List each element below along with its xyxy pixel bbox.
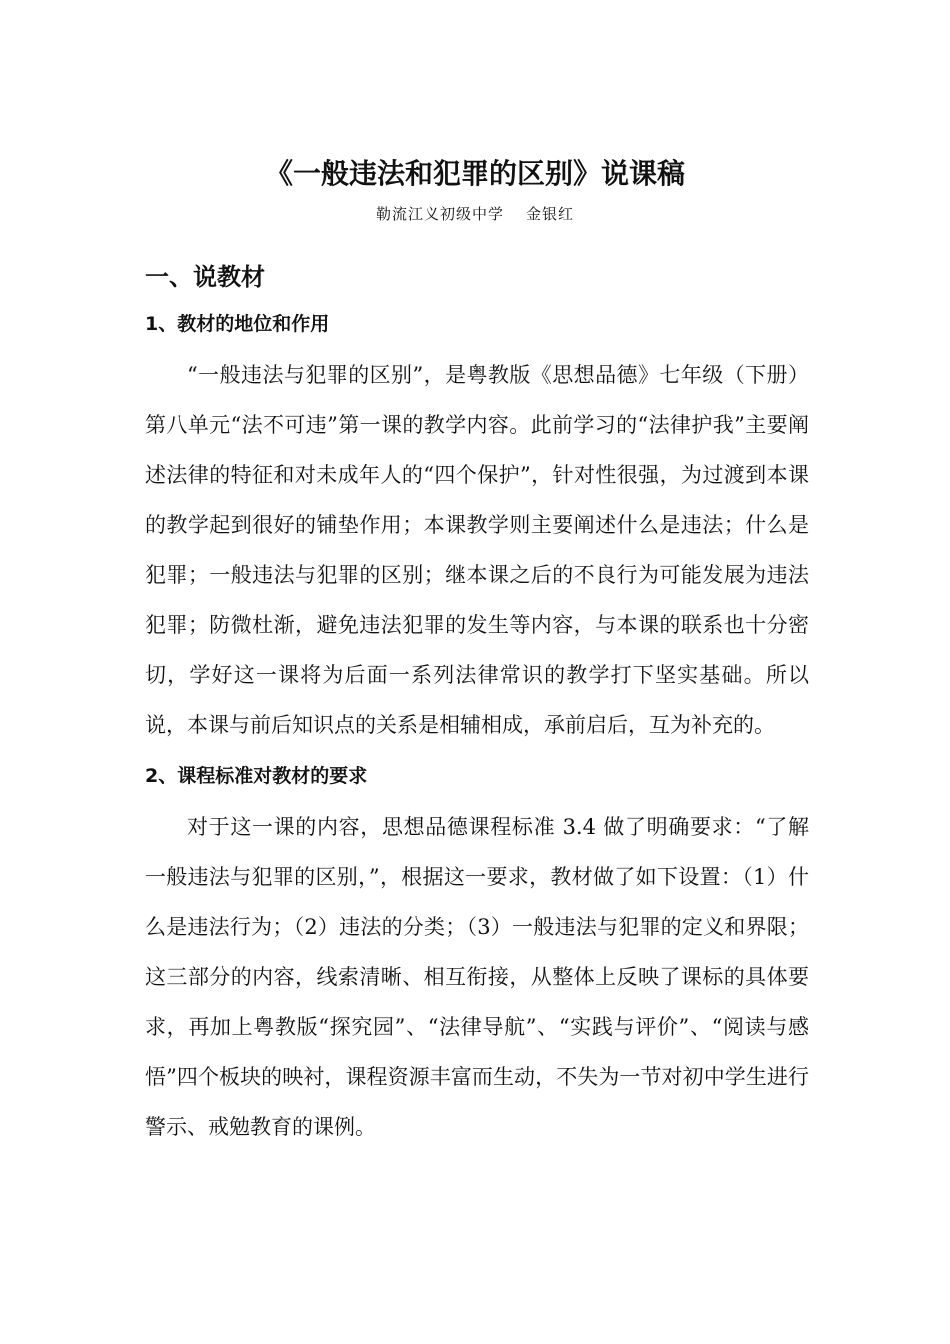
author-school: 勒流江义初级中学 [375, 205, 504, 223]
document-title: 《一般违法和犯罪的区别》说课稿 [264, 157, 685, 190]
paragraph-1: “一般违法与犯罪的区别”，是粤教版《思想品德》七年级（下册）第八单元“法不可违”第一课的教学内容。此前学习的“法律护我”主要阐述法律的特征和对未成年人的“四个保护”，针对性很强，为过渡到本课的教学起到很好的铺垫作用；本课教学则主要阐述什么是违法；什么是犯罪；一般违法与犯罪的区别；继本课之后的不良行为可能发展为违法犯罪；防微杜渐，避免违法犯罪的发生等内容，与本课的联系也十分密切，学好这一课将为后面一系列法律常识的教学打下坚实基础。所以说，本课与前后知识点的关系是相辅相成，承前启后，互为补充的。 [145, 363, 809, 737]
subsection-heading-1: 1、教材的地位和作用 [145, 313, 330, 335]
author-line [0, 202, 950, 226]
document-body [145, 256, 809, 1152]
subsection-heading-2: 2、课程标准对教材的要求 [145, 765, 368, 787]
author-name: 金银红 [526, 205, 575, 223]
paragraph-2: 对于这一课的内容，思想品德课程标准 3.4 做了明确要求：“了解一般违法与犯罪的区别，”，根据这一要求，教材做了如下设置：（1）什么是违法行为；（2）违法的分类；（3）一般违法与犯罪的定义和界限；这三部分的内容，线索清晰、相互衔接，从整体上反映了课标的具体要求，再加上粤教版“探究园”、“法律导航”、“实践与评价”、“阅读与感悟”四个板块的映衬，课程资源丰富而生动，不失为一节对初中学生进行警示、戒勉教育的课例。 [145, 815, 809, 1139]
section-heading: 一、说教材 [145, 263, 265, 291]
